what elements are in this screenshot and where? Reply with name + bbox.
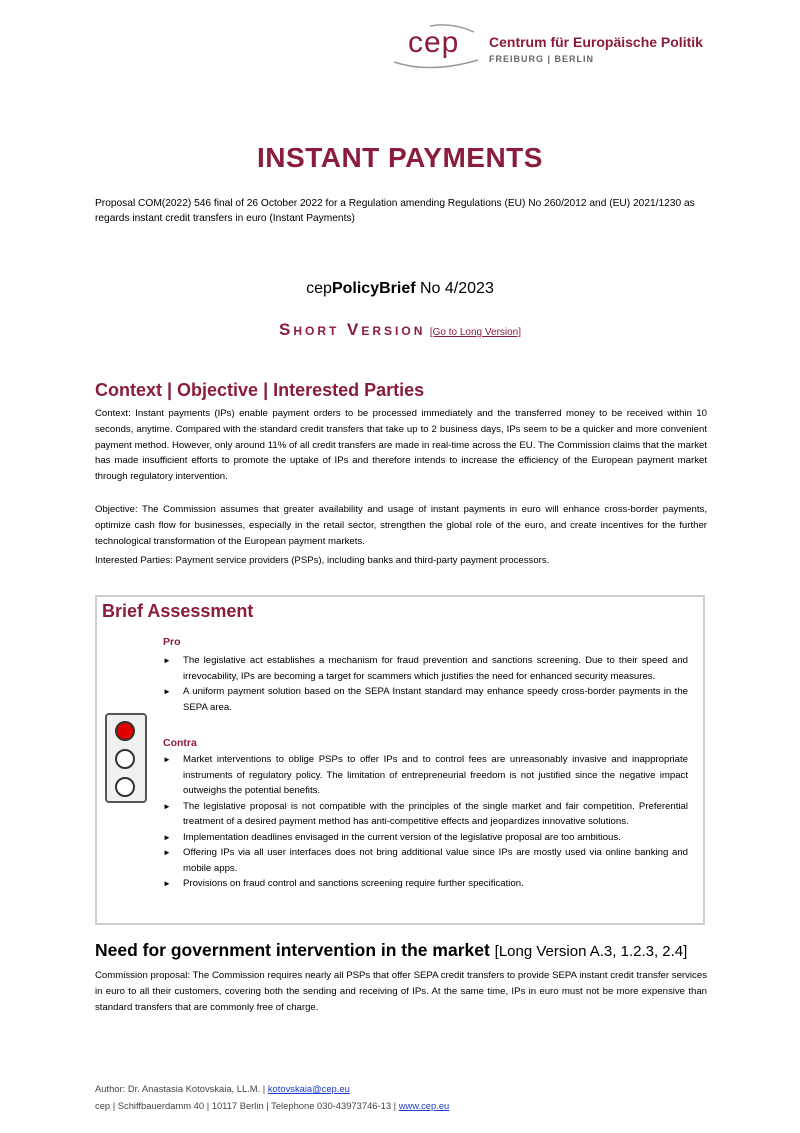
contra-item: ► Provisions on fraud control and sanctions screening require further specification. <box>163 876 688 892</box>
footer-address-line <box>95 1097 449 1114</box>
contra-item: ► Market interventions to oblige PSPs to offer IPs and to control fees are unreasonably invasive and inappropriate instruments of regulatory policy. The limitation of entrepreneurial freedom is not justified since the negative impact outweighs the potential benefits. <box>163 752 688 799</box>
objective-label: Objective: <box>95 504 138 515</box>
context-label: Context: <box>95 408 131 419</box>
pro-heading: Pro <box>163 636 181 648</box>
long-version-link[interactable]: [Go to Long Version] <box>429 327 522 338</box>
pro-item: ► A uniform payment solution based on the SEPA Instant standard may enhance speedy cross-border payments in the SEPA area. <box>163 684 688 715</box>
contra-item: ► The legislative proposal is not compatible with the principles of the single market and fair competition. Preferential treatment of a desired payment method has anti-competitive effects and jeopardizes innovative solutions. <box>163 799 688 830</box>
pro-item: ► The legislative act establishes a mechanism for fraud prevention and sanctions screening. Due to their speed and irrevocability, IPs are becoming a target for scammers which justifies the need for enhanced security measures. <box>163 653 688 684</box>
version-line <box>0 320 800 340</box>
logo-cities: FREIBURG | BERLIN <box>489 54 595 64</box>
need-paragraph <box>95 968 707 1015</box>
contra-list <box>163 752 688 892</box>
parties-paragraph <box>95 553 707 569</box>
proposal-subtitle: Proposal COM(2022) 546 final of 26 October 2022 for a Regulation amending Regulations (EU) No 260/2012 and (EU) 2021/1230 as regards instant credit transfers in euro (Instant Payments) <box>95 198 695 224</box>
short-version-label: Short Version <box>278 320 426 339</box>
contra-heading: Contra <box>163 737 197 749</box>
context-text: Instant payments (IPs) enable payment orders to be processed immediately and the transferred money to be received within 10 seconds, anytime. Compared with the standard credit transfers that take up to 2 business days, IPs seem to be a quicker and more convenient payment method. However, only around 11% of all credit transfers are made in real-time across the EU. The Commission claims that the market has made insufficient efforts to promote the uptake of IPs and therefore intends to increase the efficiency of the European payment market through regulatory intervention. <box>95 408 708 483</box>
footer <box>95 1080 449 1114</box>
traffic-light-icon <box>105 713 147 803</box>
context-heading: Context | Objective | Interested Parties <box>95 380 425 400</box>
cep-logo <box>390 22 720 74</box>
brief-prefix: cep <box>306 280 332 297</box>
pro-list <box>163 653 688 715</box>
footer-address: cep | Schiffbauerdamm 40 | 10117 Berlin | Telephone 030-43973746-13 | <box>95 1100 397 1111</box>
need-heading-ref: [Long Version A.3, 1.2.3, 2.4] <box>494 943 688 960</box>
footer-author: Author: Dr. Anastasia Kotovskaia, LL.M. | <box>95 1083 266 1094</box>
footer-author-line <box>95 1080 449 1097</box>
contra-item: ► Offering IPs via all user interfaces does not bring additional value since IPs are mostly used via online banking and mobile apps. <box>163 845 688 876</box>
need-heading-text: Need for government intervention in the market <box>95 940 490 960</box>
logo-mark: cep <box>408 26 460 59</box>
parties-text: Payment service providers (PSPs), including banks and third-party payment processors. <box>175 555 550 566</box>
green-lamp-icon <box>115 777 135 797</box>
objective-text: The Commission assumes that greater availability and usage of instant payments in euro will enhance cross-border payments, optimize cash flow for businesses, especially in the retail sector, strengthen the global role of the euro, and create incentives for the further technological transformation of the European payment markets. <box>95 504 707 547</box>
need-heading <box>95 940 687 961</box>
brief-issue: No 4/2023 <box>420 280 494 297</box>
context-paragraph <box>95 406 707 485</box>
yellow-lamp-icon <box>115 749 135 769</box>
need-text: The Commission requires nearly all PSPs that offer SEPA credit transfers to provide SEPA instant credit transfer services in euro to all their customers, covering both the sending and receiving of IPs. At the same time, IPs in euro must not be more expensive than standard transfers that are commonly free of charge. <box>95 970 707 1013</box>
need-label: Commission proposal: <box>95 970 191 981</box>
logo-name: Centrum für Europäische Politik <box>489 34 703 50</box>
parties-label: Interested Parties: <box>95 555 173 566</box>
brief-name: PolicyBrief <box>331 280 416 297</box>
red-lamp-icon <box>115 721 135 741</box>
objective-paragraph <box>95 502 707 549</box>
contra-item: ► Implementation deadlines envisaged in the current version of the legislative proposal are too ambitious. <box>163 830 688 846</box>
website-link[interactable]: www.cep.eu <box>398 1100 450 1111</box>
assessment-heading: Brief Assessment <box>102 601 254 621</box>
page-title: INSTANT PAYMENTS <box>257 142 543 173</box>
author-email-link[interactable]: kotovskaia@cep.eu <box>267 1083 350 1094</box>
brief-number <box>0 280 800 298</box>
